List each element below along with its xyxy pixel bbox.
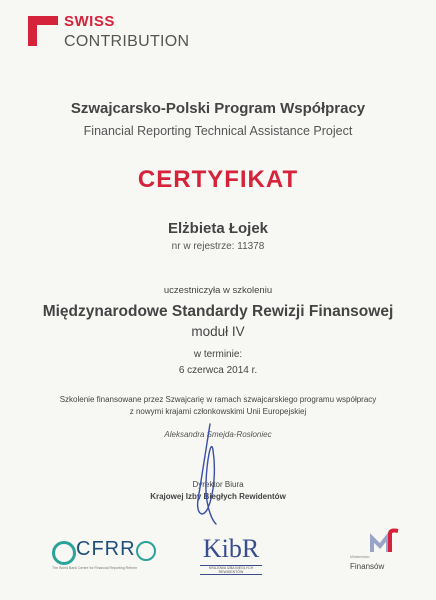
kibr-logo-caption: KRAJOWA IZBA BIEGŁYCH REWIDENTÓW (200, 565, 262, 575)
logo-line1: SWISS (64, 13, 115, 30)
logo-line2: CONTRIBUTION (64, 33, 190, 50)
mf-logo-caption: Ministerstwo (350, 555, 370, 559)
logo-square-icon (28, 16, 58, 46)
course-title: Międzynarodowe Standardy Rewizji Finansowej (42, 303, 394, 320)
term-label: w terminie: (193, 349, 243, 360)
module-label: moduł IV (191, 324, 245, 339)
swiss-contribution-logo (28, 12, 188, 58)
signer-role: Dyrektor Biura (192, 480, 244, 489)
funding-line-1: Szkolenie finansowane przez Szwajcarię w ramach szwajcarskiego programu współpracy (59, 395, 377, 404)
cfrr-logo-text: CFRR (76, 538, 136, 560)
cfrr-logo (52, 538, 162, 578)
course-date: 6 czerwca 2014 r. (178, 365, 258, 376)
handwritten-signature (180, 420, 240, 530)
funding-line-2: z nowymi krajami członkowskimi Unii Europejskiej (129, 407, 307, 416)
mf-logo-text: Finansów (350, 562, 385, 571)
signer-organization: Krajowej Izby Biegłych Rewidentów (150, 492, 286, 501)
cfrr-ring-icon (52, 541, 76, 565)
kibr-logo (196, 534, 266, 578)
program-title: Szwajcarsko-Polski Program Współpracy (70, 100, 366, 117)
registry-number: nr w rejestrze: 11378 (171, 241, 265, 252)
mf-mark-icon (370, 528, 400, 554)
project-title: Financial Reporting Technical Assistance Project (83, 124, 353, 138)
cfrr-logo-caption: The World Bank Centre for Financial Reporting Reform (52, 566, 138, 570)
ministry-finance-logo (350, 528, 420, 576)
globe-icon (136, 541, 156, 561)
signer-name: Aleksandra Smejda-Rosłoniec (164, 430, 272, 439)
certificate-title: CERTYFIKAT (137, 166, 299, 193)
attended-text: uczestniczyła w szkoleniu (163, 285, 273, 296)
recipient-name: Elżbieta Łojek (167, 220, 269, 237)
kibr-logo-text: KibR (202, 534, 260, 563)
